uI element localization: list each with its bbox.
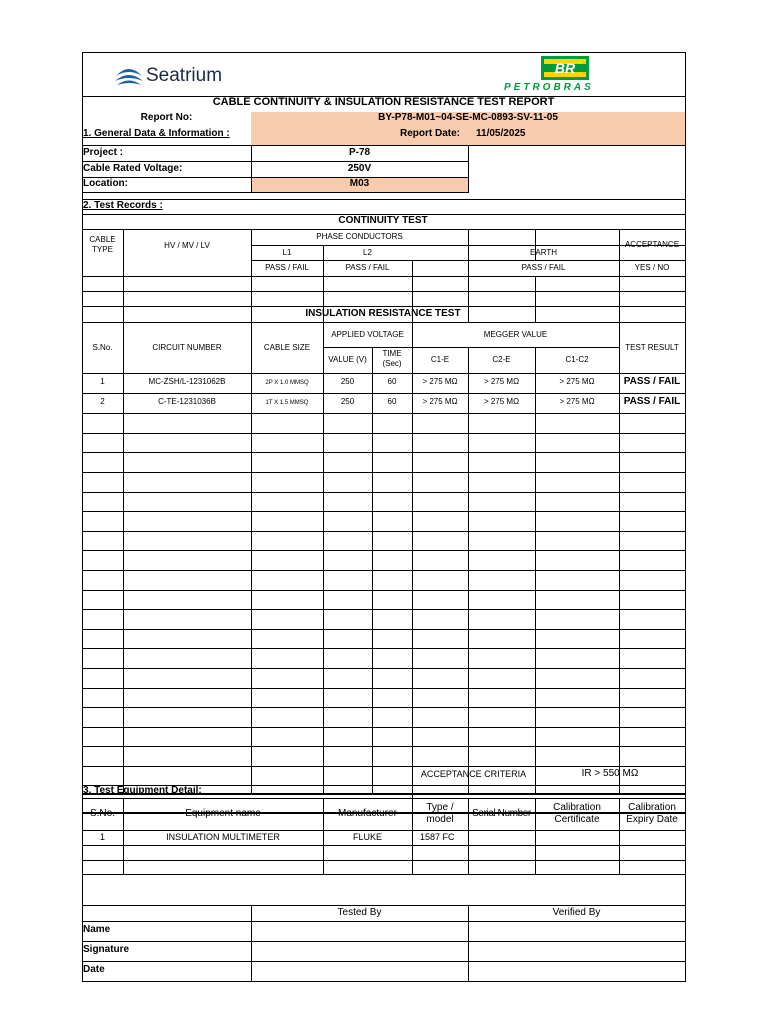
row-time: 60 — [387, 397, 397, 406]
applied-voltage-header: APPLIED VOLTAGE — [331, 330, 404, 339]
row-circuit: MC-ZSH/L-1231062B — [148, 377, 226, 386]
row-result: PASS / FAIL — [623, 376, 681, 387]
project-label: Project : — [83, 147, 124, 158]
row-result: PASS / FAIL — [623, 396, 681, 407]
voltage-value: 250V — [347, 163, 372, 174]
row-voltage: 250 — [340, 397, 355, 406]
petrobras-wordmark: PETROBRAS — [504, 82, 594, 93]
project-value: P-78 — [348, 147, 371, 158]
location-label: Location: — [83, 178, 128, 189]
section-equipment-heading: 3. Test Equipment Detail: — [83, 785, 202, 796]
acceptance-criteria-label: ACCEPTANCE CRITERIA — [420, 769, 527, 779]
section-test-records-heading: 2. Test Records : — [83, 200, 163, 211]
sno-header: S.No. — [92, 343, 113, 352]
equip-row-manufacturer: FLUKE — [352, 832, 382, 842]
row-c1c2: > 275 MΩ — [559, 377, 595, 386]
hv-mv-lv-header: HV / MV / LV — [164, 241, 210, 250]
report-date-label: Report Date: — [400, 128, 461, 139]
time-sec-header: TIME (Sec) — [382, 349, 402, 368]
report-no-label: Report No: — [140, 112, 193, 123]
equip-manufacturer-header: Manufacturer — [338, 808, 397, 819]
acceptance-yes-no: YES / NO — [634, 263, 670, 272]
report-title: CABLE CONTINUITY & INSULATION RESISTANCE TEST REPORT — [212, 96, 555, 108]
voltage-label: Cable Rated Voltage: — [83, 163, 183, 174]
tested-by-header: Tested By — [337, 907, 382, 918]
acceptance-header: ACCEPTANCE — [624, 240, 680, 249]
test-result-header: TEST RESULT — [625, 343, 679, 352]
equip-sno-header: S.No. — [89, 808, 115, 819]
acceptance-criteria-value: IR > 550 MΩ — [581, 768, 639, 779]
name-label: Name — [83, 924, 111, 935]
equip-row-name: INSULATION MULTIMETER — [166, 832, 280, 842]
row-circuit: C-TE-1231036B — [158, 397, 216, 406]
cable-size-header: CABLE SIZE — [263, 343, 311, 352]
earth-header: EARTH — [530, 248, 557, 257]
equip-type-model-header: Type / model — [426, 802, 454, 825]
row-sno: 2 — [100, 397, 105, 406]
seatrium-wordmark: Seatrium — [146, 65, 223, 86]
circuit-number-header: CIRCUIT NUMBER — [152, 343, 222, 352]
petrobras-logo — [502, 56, 632, 94]
equip-cal-expiry-header: Calibration Expiry Date — [626, 802, 678, 825]
row-cable-size: 1T X 1.5 MMSQ — [265, 400, 309, 406]
equip-serial-header: Serial Number — [472, 808, 531, 819]
report-date-value: 11/05/2025 — [476, 128, 526, 139]
insulation-title: INSULATION RESISTANCE TEST — [305, 308, 461, 319]
phase-conductors-header: PHASE CONDUCTORS — [316, 232, 403, 241]
row-sno: 1 — [100, 377, 105, 386]
equip-name-header: Equipment name — [185, 808, 261, 819]
row-c1c2: > 275 MΩ — [559, 397, 595, 406]
value-v-header: VALUE (V) — [328, 355, 367, 364]
report-no-value: BY-P78-M01~04-SE-MC-0893-SV-11-05 — [378, 112, 558, 123]
l2-header: L2 — [363, 248, 372, 257]
l1-pass-fail: PASS / FAIL — [265, 263, 309, 272]
c1e-header: C1-E — [430, 355, 450, 364]
row-c1e: > 275 MΩ — [422, 397, 458, 406]
date-label: Date — [83, 964, 105, 975]
br-mark: BR — [554, 60, 576, 76]
l2-pass-fail: PASS / FAIL — [345, 263, 390, 272]
continuity-title: CONTINUITY TEST — [338, 215, 428, 226]
equip-row-sno: 1 — [99, 832, 105, 842]
l1-header: L1 — [282, 248, 292, 257]
row-cable-size: 2P X 1.0 MMSQ — [265, 380, 309, 386]
signature-label: Signature — [83, 944, 130, 955]
test-report-sheet — [82, 52, 685, 982]
equip-cal-cert-header: Calibration Certificate — [553, 802, 601, 825]
seatrium-wave-icon — [114, 64, 144, 86]
row-c2e: > 275 MΩ — [483, 377, 520, 386]
c1c2-header: C1-C2 — [565, 355, 589, 364]
megger-value-header: MEGGER VALUE — [483, 330, 548, 339]
location-value: M03 — [349, 178, 370, 189]
c2e-header: C2-E — [492, 355, 511, 364]
verified-by-header: Verified By — [552, 907, 601, 918]
row-time: 60 — [387, 377, 397, 386]
row-c1e: > 275 MΩ — [422, 377, 458, 386]
br-badge — [541, 56, 589, 80]
equip-row-model: 1587 FC — [420, 832, 455, 842]
earth-pass-fail: PASS / FAIL — [521, 263, 566, 272]
row-c2e: > 275 MΩ — [483, 397, 520, 406]
cable-type-header: CABLE TYPE — [89, 235, 116, 254]
row-voltage: 250 — [340, 377, 355, 386]
section-general-heading: 1. General Data & Information : — [83, 128, 230, 139]
seatrium-logo — [114, 62, 234, 88]
